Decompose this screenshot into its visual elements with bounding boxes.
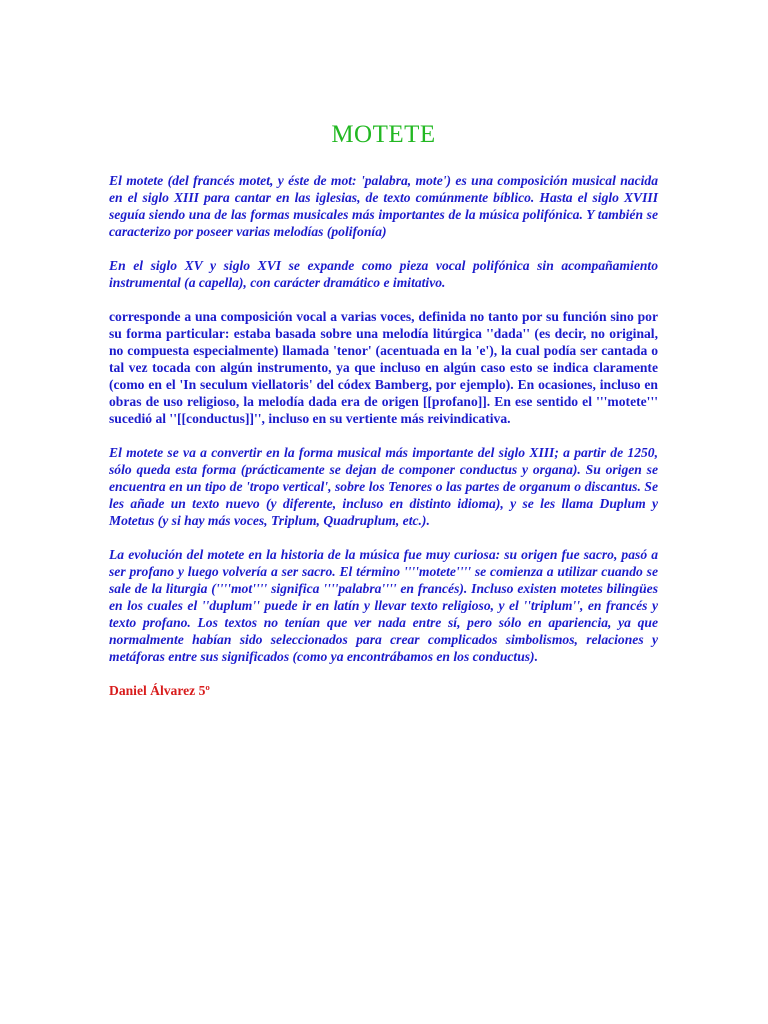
author-signature: Daniel Álvarez 5º [109, 683, 210, 698]
paragraph-siglo-xv: En el siglo XV y siglo XVI se expande como pieza vocal polifónica sin acompañamiento instrumental (a capella), con carácter dramático e imitativo. [109, 258, 658, 290]
paragraph-intro: El motete (del francés motet, y éste de mot: 'palabra, mote') es una composición musical nacida en el siglo XIII para cantar en las iglesias, de texto comúnmente bíblico. Hasta el siglo XVIII seguía siendo una de las formas musicales más importantes de la música polifónica. Y también se caracterizo por poseer varias melodías (polifonía) [109, 173, 658, 239]
paragraph-evolucion: La evolución del motete en la historia de la música fue muy curiosa: su origen fue sacro, pasó a ser profano y luego volvería a ser sacro. El término ''''motete'''' se comienza a utilizar cuando se sale de la liturgia (''''mot'''' significa ''''palabra'''' en francés). Incluso existen motetes bilingües en los cuales el ''duplum'' puede ir en latín y llevar texto religioso, y el ''triplum'', en francés y texto profano. Los textos no tenían que ver nada entre sí, pero sólo en apariencia, ya que normalmente habían sido seleccionados para crear complicados simbolismos, relaciones y metáforas entre sus significados (como ya encontrábamos en los conductus). [109, 547, 658, 664]
paragraph-siglo-xiii: El motete se va a convertir en la forma musical más importante del siglo XIII; a partir de 1250, sólo queda esta forma (prácticamente se dejan de componer conductus y organa). Su origen se encuentra en un tipo de 'tropo vertical', sobre los Tenores o las partes de organum o discantus. Se les añade un texto nuevo (y diferente, incluso en distinto idioma), y se les llama Duplum y Motetus (y si hay más voces, Triplum, Quadruplum, etc.). [109, 445, 658, 528]
document-page [109, 118, 658, 699]
page-title: MOTETE [331, 121, 436, 148]
paragraph-composicion-vocal: corresponde a una composición vocal a varias voces, definida no tanto por su función sino por su forma particular: estaba basada sobre una melodía litúrgica ''dada'' (es decir, no original, no compuesta especialmente) llamada 'tenor' (acentuada en la 'e'), la cual podía ser cantada o tal vez tocada con algún instrumento, ya que incluso en algún caso esto se indica claramente (como en el 'In seculum viellatoris' del códex Bamberg, por ejemplo). En ocasiones, incluso en obras de uso religioso, la melodía dada era de origen [[profano]]. En ese sentido el '''motete''' sucedió al ''[[conductus]]'', incluso en su vertiente más reivindicativa. [109, 309, 658, 426]
